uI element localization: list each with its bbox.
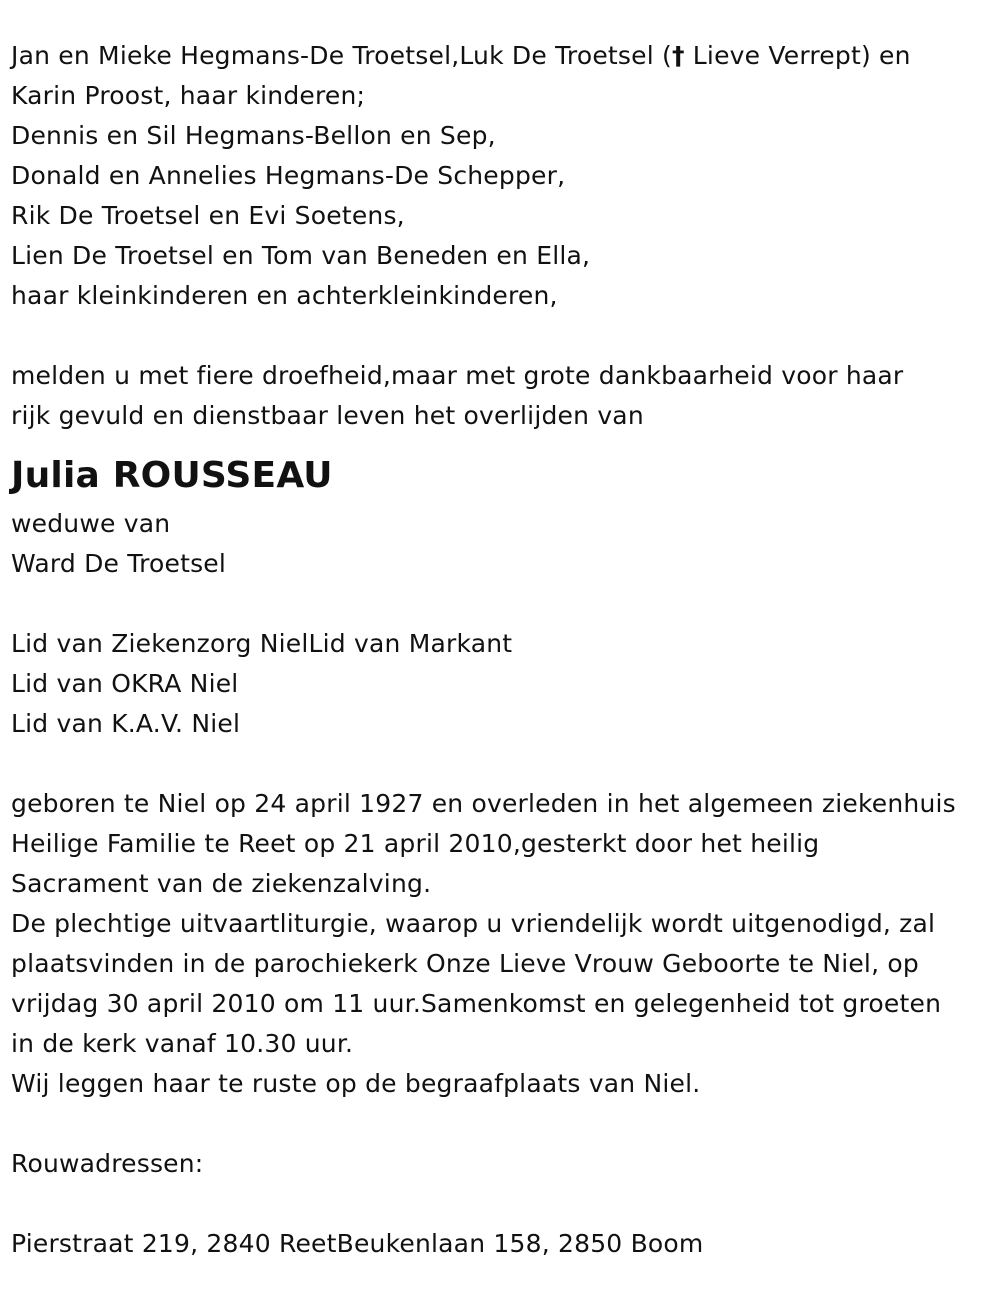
spacer <box>11 316 991 356</box>
family-line: Donald en Annelies Hegmans-De Schepper, <box>11 161 566 190</box>
addresses-label: Rouwadressen: <box>11 1149 204 1178</box>
details-line: Sacrament van de ziekenzalving. <box>11 869 432 898</box>
deceased-name: Julia ROUSSEAU <box>11 455 333 496</box>
details-line: Wij leggen haar te ruste op de begraafplaats van Niel. <box>11 1069 701 1098</box>
announcement-line: melden u met fiere droefheid,maar met grote dankbaarheid voor haar <box>11 361 904 390</box>
family-line-1 <box>11 36 991 76</box>
details-line: plaatsvinden in de parochiekerk Onze Lieve Vrouw Geboorte te Niel, op <box>11 949 919 978</box>
family-line: Lien De Troetsel en Tom van Beneden en Ella, <box>11 241 591 270</box>
details-line: De plechtige uitvaartliturgie, waarop u vriendelijk wordt uitgenodigd, zal <box>11 909 936 938</box>
family-line: Karin Proost, haar kinderen; <box>11 81 366 110</box>
addresses-value: Pierstraat 219, 2840 ReetBeukenlaan 158, 2850 Boom <box>11 1229 704 1258</box>
membership-line: Lid van OKRA Niel <box>11 669 239 698</box>
deceased-line: weduwe van <box>11 509 171 538</box>
details-line: geboren te Niel op 24 april 1927 en overleden in het algemeen ziekenhuis <box>11 789 956 818</box>
family-line: Dennis en Sil Hegmans-Bellon en Sep, <box>11 121 496 150</box>
cross-icon: † <box>671 41 685 70</box>
family-line: Rik De Troetsel en Evi Soetens, <box>11 201 405 230</box>
announcement-line: rijk gevuld en dienstbaar leven het overlijden van <box>11 401 644 430</box>
details-line: vrijdag 30 april 2010 om 11 uur.Samenkomst en gelegenheid tot groeten <box>11 989 942 1018</box>
membership-line: Lid van Ziekenzorg NielLid van Markant <box>11 629 513 658</box>
spacer <box>11 1104 991 1144</box>
deceased-line: Ward De Troetsel <box>11 549 227 578</box>
obituary-text <box>11 36 991 1264</box>
family-line-1-end: Lieve Verrept) en <box>684 41 911 70</box>
family-line: haar kleinkinderen en achterkleinkinderen, <box>11 281 558 310</box>
family-line-1-start: Jan en Mieke Hegmans-De Troetsel,Luk De Troetsel ( <box>11 41 672 70</box>
spacer <box>11 1184 991 1224</box>
details-line: Heilige Familie te Reet op 21 april 2010,gesterkt door het heilig <box>11 829 820 858</box>
details-line: in de kerk vanaf 10.30 uur. <box>11 1029 354 1058</box>
spacer <box>11 584 991 624</box>
membership-line: Lid van K.A.V. Niel <box>11 709 241 738</box>
spacer <box>11 744 991 784</box>
